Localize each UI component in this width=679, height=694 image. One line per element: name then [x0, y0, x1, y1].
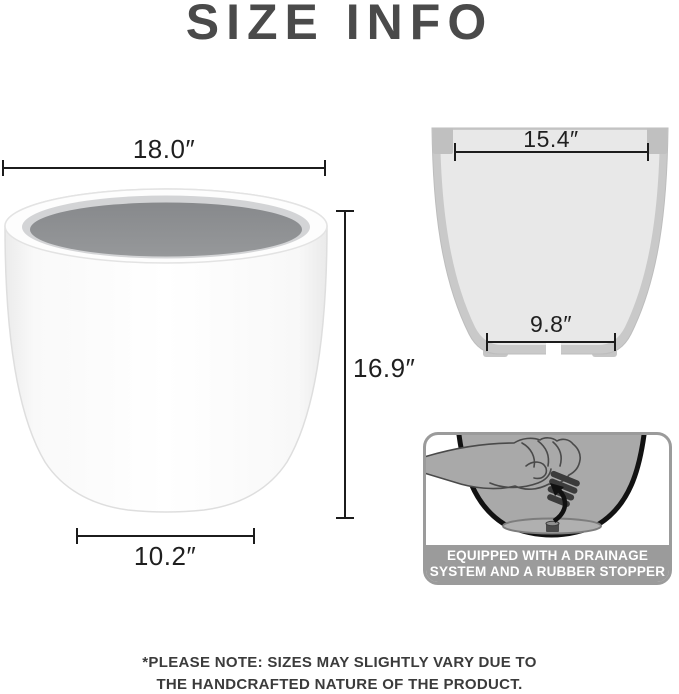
dimension-label-inner-top-width: 15.4″ — [523, 126, 579, 152]
footnote-line1: *PLEASE NOTE: SIZES MAY SLIGHTLY VARY DUE TO — [142, 654, 537, 671]
dimension-height — [336, 211, 354, 518]
pot-front-view-diagram — [0, 120, 430, 590]
drainage-caption-line1: EQUIPPED WITH A DRAINAGE — [446, 548, 649, 563]
pot-front-illustration — [5, 189, 327, 512]
section-drainage-notch — [546, 343, 561, 356]
dimension-label-inner-bottom-width: 9.8″ — [529, 311, 573, 337]
dimension-label-top-width: 18.0″ — [132, 134, 196, 164]
page-title: SIZE INFO — [185, 0, 494, 50]
dimension-label-height: 16.9″ — [353, 353, 416, 383]
drainage-illustration — [426, 435, 669, 545]
pot-soil — [30, 203, 302, 257]
drainage-caption — [426, 545, 669, 582]
dimension-label-bottom-width: 10.2″ — [133, 541, 197, 571]
footnote — [0, 652, 679, 694]
footnote-line2: THE HANDCRAFTED NATURE OF THE PRODUCT. — [156, 676, 523, 693]
rubber-stopper-icon — [546, 521, 559, 532]
drainage-caption-line2: SYSTEM AND A RUBBER STOPPER — [429, 563, 666, 579]
pot-cross-section-diagram — [420, 110, 679, 370]
drainage-feature-card — [423, 432, 672, 585]
